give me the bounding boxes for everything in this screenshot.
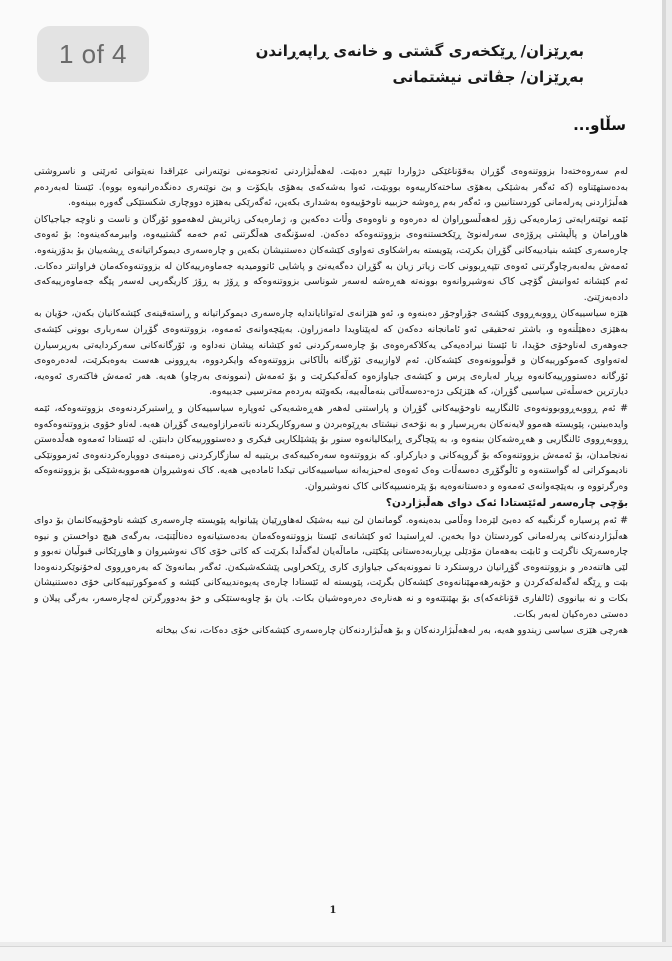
page-counter-text: 1 of 4 xyxy=(58,38,128,69)
recipient-line-1: بەڕێزان/ ڕێکخەری گشتی و خانەی ڕاپەڕاندن xyxy=(255,42,584,60)
next-page-edge xyxy=(0,946,672,961)
recipient-line-2: بەڕێزان/ جڤاتی نیشتمانی xyxy=(392,68,584,86)
letter-header xyxy=(224,38,584,90)
body-paragraph-1: لەم سەروەختەدا بزووتنەوەی گۆڕان بەقۆناغێکی دژواردا تێپەڕ دەبێت. لەهەڵبژاردنی ئەنجومەنی نوێنەرانی عێراقدا نەیتوانی ئەرێنی و ناسروشتی بەدەستهێناوە (کە ئەگەر بەشێکی بەهۆی ساختەکارییەوە بووبێت، ئەوا بەشەکەی بەهۆی بایکۆت و بێ نوێنەری دەنگدەرانیەوە بووە). ئێستا لەبەردەم هەڵبژاردنی پەرلەمانی کوردستانیین و، ئەگەر بەم ڕەوشە حزبییە ناوخۆییەوە بەشداری بکەین، ئەگەرێکی بەهێزە دووچاری شکستێکی گەورە ببینەوە. xyxy=(34,166,628,209)
page-number: 1 xyxy=(329,905,337,916)
section-subheading: بۆچی چارەسەر لەئێستادا ئەک دوای هەڵبژاردن؟ xyxy=(385,497,628,510)
letter-body xyxy=(34,164,628,886)
body-paragraph-4: # ئەم ڕووبەڕووبوونەوەی ئالنگارییە ناوخۆییەکانی گۆڕان و پاراستنی لەهەر هەڕەشەیەکی ئەوپارە سیاسییەکان و ڕاستبرکردنەوەی بزووتنەوەکە، ئێمە وایدەبینین، پێویستە هەموو لایەنەکان بەرپرسیار و بە نۆخەی نیشتای بەڕێوەبردن و سەروکاریکردنە ناتەمرازاوەییەی گۆڕان هەیە. لەناو خۆوی بزووتنەوەکەوە ڕووبەڕووی ئالنگاریی و هەڕەشەکان ببنەوە و، بە پێچاگری ڕابیکالیانەوە سنور بۆ پێشێلکاریی فیکری و دەستوورییەکان دابنێن. لە ئێستادا ئەمەوە هەڵدەستن نەنجامدان، بۆ ئەمەش بزووتنەوەکە بۆ گروپەکانی و دیارکراو. کە بزووتنەوە سەرەکییەکەی بریتییە لە سازگارکردنی زەمینەی دووبارەکردنەوەی ئەزموونێکی نادیموکراتی لە گواستنەوە و ئاڵوگۆڕی دەسەڵات وەک ئەوەی لەحیزبەانە سیاسییەکانی تیکدا ئامادەیی هەیە. کاک نەوشیروان هەمووبەشێکی بۆ بزووتنەوەکە وەرگرتووە و، بەپێچەوانەی ئەمەوە و دەستانەوەیە بۆ پێرەنسیپەکانی کاک نەوشیروان. xyxy=(34,402,628,492)
body-paragraph-6: هەرچی هێزی سیاسی زیندوو هەیە، بەر لەهەڵبژاردنەکان و بۆ هەڵبژاردنەکان چارەسەری کێشەکانی خۆی دەکات، نەک بیخاتە xyxy=(155,625,628,637)
page-counter-badge xyxy=(37,26,149,82)
body-paragraph-5: # ئەم پرسیارە گرنگییە کە دەبێ لێرەدا وەڵامی بدەینەوە. گومانمان لێ نییە بەشێک لەهاوڕێیان پێیانوایە پێویستە چارەسەری کێشە ناوخۆییەکانمان بۆ دوای هەڵبژاردنەکانی پەرلەمانی کوردستان دوا بخەین. لەڕاستیدا ئەو کێشانەی ئێستا بزووتنەوەکەمان بەدەستیانەوە دەناڵێنێت، بەرگەی هیچ دواخستن و نیوە چارەسەرێک ناگرێت و ئابێت بەهەمان مۆدێلی بڕیاربەدەستانی پێکێتی، ماماڵەیان لەگەڵدا بکرێت کە کاتی خۆی کاک نەوشیروان و هاوڕێکانی قبوڵیان نەبوو و لێی هاتنەدەر و بزووتنەوەی گۆڕانیان دروستکرد تا نموونەیەکی جیاوازی کاری ڕێکخراویی پێشکەشبکەن. ئەگەر بمانەوێ کە بەرەوڕووی لەخۆنوێکردنەوەدا بێت و ڕێگە لەگەلەکەکردن و خۆبەرهەمهێنانەوەی کێشەکان بگرێت، پێویستە لە ئێستادا چارەی پەیوەندییەکانی کێشە و کەموکورتییەکانی خۆی دەستنیشان بکات و نە بیانووی (ئالفاری قۆناغەکە)ی بۆ بهێنێتەوە و نە هەنارەی دەرەوەشیان بکات. یان بۆ چاوبەستێکی و خۆ بەدوورگرتن لەچارەسەر، بەرگی پیلان و دەستی دەرەکیان لەبەر بکات. xyxy=(34,515,628,620)
body-paragraph-3: هێزە سیاسییەکان ڕووبەڕووی کێشەی جۆراوجۆر دەبنەوە و، ئەو هێزانەی لەتوانایاندایە چارەسەری دیموکراتیانە و ڕاستەقینەی کێشەکانیان بکەن، خۆیان بە بەهێزی دەهێڵنەوە و، باشتر تەحقیقی ئەو ئامانجانە دەکەن کە لەپێناویدا دامەزراون. بەپێچەوانەی ئەمەوە، بزووتنەوەی گۆڕان سەرباری بوونی کێشەی جەوهەری لەناوخۆی خۆیدا، تا ئێستا نیرادەیەکی یەکلاکەرەوەی بۆ چارەسەرکردنی ئەو کێشانە پیشان نەداوە و، ئۆرگانەکانی سەرکردایەتی بەرپرسیارن لەتەواوی کەموکورییەکان و قوڵبوونەوەی کێشەکان. ئەم لاوازییەی ئۆرگانە باڵاکانی بزووتنەوەکە وایکردووە، بەڕوونی هەست بەوەبکرێت، لەدەرەوەی ئۆرگانە دەستوورییەکانەوە بڕیار لەبارەی پرس و کێشەی جیاوازەوە کەڵەکبکرێت و بۆ ئەمەش (نموونەی بەرچاو) هەیە. هەر ئەمەش فاکتەری ئەوەیە، دیارترین خەسڵەتی سیاسیی گۆڕان، کە هێزێکی دژە-دەسەڵاتی بنەماڵەییە، بکەوێتە بەردەم مەترسیی جدییەوە. xyxy=(34,308,628,398)
body-paragraph-2: ئێمە نوێنەرایەتی ژمارەیەکی زۆر لەهەڵسوڕاوان لە دەرەوە و ناوەوەی وڵات دەکەین و، ژمارەیەکی زیاتریش لەهەموو ئۆرگان و ناست و ناوچە جیاجیاکان هاوڕامان و پاڵپشتی پرۆژەی سەرلەنوێ ڕێکخستنەوەی بزووتنەوەکە دەکەن. لەسۆنگەی هەڵگرتنی ئەم خەمە گشتییەوە، وابیرمەکەینەوە: بۆ ئەوەی چارەسەری کێشە بنیادییەکانی گۆڕان بکرێت، پێویستە بەراشکاوی تەواوی کێشەکان دەستنیشان بکەین و چارەسەری دیموکراتیانەی ڕیشەییان بۆ بدۆزینەوە. ئەمەش بەلەبەرچاوگرتنی ئەوەی تێپەڕبوونی کات زیاتر زیان بە گۆڕان دەگەیەنێ و پاشایی ئاتوومیدیە جەماوەرییەکان لە بزووتنەوەکەمان فراوانتر دەکات. ئەم کێشانە ئەوانیش گۆچی کاک نەوشیروانەوە بوونەتە هەڕەشە لەسەر شوناسی بزووتنەوەکە و ڕۆژ بە ڕۆژ کاریگەریی لەسەر پێگە جەماوەرییەکەی دادەبەزێنێ. xyxy=(34,213,628,303)
greeting: سڵاو... xyxy=(573,116,626,134)
